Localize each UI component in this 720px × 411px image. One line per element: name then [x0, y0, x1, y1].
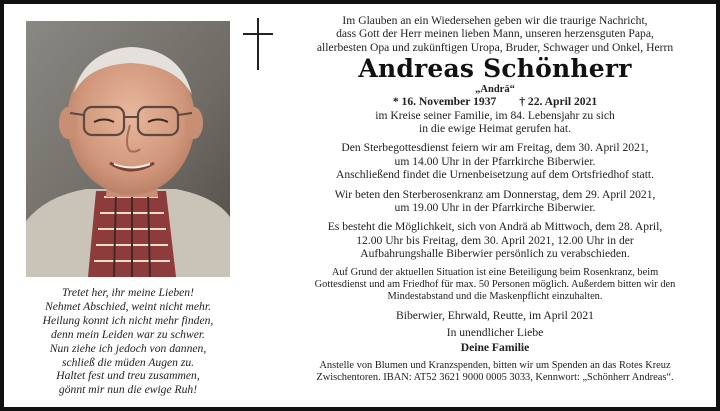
donation-line: Zwischentoren. IBAN: AT52 3621 9000 0005 3033, Kennwort: „Schönherr Andreas“.	[316, 371, 674, 383]
poem-line: Heilung konnt ich nicht mehr finden,	[42, 313, 214, 327]
notice-line: Gottesdienst und am Friedhof für max. 50 Personen möglich. Außerdem bitten wir den	[314, 278, 676, 290]
intro-line: dass Gott der Herr meinen lieben Mann, unseren herzensguten Papa,	[336, 27, 654, 41]
funeral-line: Anschließend findet die Urnenbeisetzung auf dem Ortsfriedhof statt.	[335, 168, 655, 182]
poem-line: Nehmet Abschied, weint nicht mehr.	[45, 299, 211, 313]
farewell-line: Es besteht die Möglichkeit, sich von Andrä ab Mittwoch, dem 28. April,	[327, 220, 663, 234]
donation-line: Anstelle von Blumen und Kranzspenden, bitten wir um Spenden an das Rotes Kreuz	[319, 359, 671, 371]
closing-line: In unendlicher Liebe	[446, 325, 544, 339]
funeral-info	[284, 141, 706, 181]
obituary-text	[284, 14, 706, 384]
intro-line: Im Glauben an ein Wiedersehen geben wir die traurige Nachricht,	[342, 14, 648, 27]
cross-icon	[243, 18, 273, 70]
rosary-line: um 19.00 Uhr in der Pfarrkirche Biberwier.	[394, 201, 596, 215]
poem-line: denn mein Leiden war zu schwer.	[51, 327, 205, 341]
family-text	[284, 109, 706, 136]
intro-text	[284, 14, 706, 54]
family-signature: Deine Familie	[460, 341, 530, 355]
poem-line: gönnt mir nun die ewige Ruh!	[58, 383, 198, 397]
life-dates	[284, 95, 706, 108]
intro-line: allerbesten Opa und zukünftigen Uropa, Bruder, Schwager und Onkel, Herrn	[316, 40, 674, 54]
donation-notice	[284, 360, 706, 384]
notice-line: Auf Grund der aktuellen Situation ist eine Beteiligung beim Rosenkranz, beim	[331, 266, 659, 278]
death-date: † 22. April 2021	[519, 95, 598, 109]
notice-line: Mindestabstand und die Maskenpflicht einzuhalten.	[387, 291, 603, 303]
farewell-info	[284, 220, 706, 260]
memorial-poem	[26, 286, 230, 397]
rosary-info	[284, 188, 706, 215]
poem-line: Tretet her, ihr meine Lieben!	[62, 286, 194, 299]
farewell-line: Aufbahrungshalle Biberwier persönlich zu verabschieden.	[360, 247, 630, 261]
poem-line: schließ die müden Augen zu.	[61, 355, 195, 369]
place-date: Biberwier, Ehrwald, Reutte, im April 2021	[396, 309, 594, 323]
birth-date: * 16. November 1937	[392, 95, 497, 109]
family-line: im Kreise seiner Familie, im 84. Lebensjahr zu sich	[375, 108, 615, 122]
poem-line: Haltet fest und treu zusammen,	[56, 369, 200, 383]
portrait-photo	[26, 21, 230, 277]
poem-line: Nun ziehe ich jedoch von dannen,	[49, 341, 207, 355]
funeral-line: Den Sterbegottesdienst feiern wir am Freitag, dem 30. April 2021,	[341, 141, 649, 155]
covid-notice	[284, 267, 706, 304]
funeral-line: um 14.00 Uhr in der Pfarrkirche Biberwier.	[394, 154, 596, 168]
family-line: in die ewige Heimat gerufen hat.	[419, 122, 571, 136]
deceased-name: Andreas Schönherr	[358, 54, 632, 84]
nickname: „Andrä“	[475, 84, 515, 96]
rosary-line: Wir beten den Sterberosenkranz am Donnerstag, dem 29. April 2021,	[334, 187, 656, 201]
farewell-line: 12.00 Uhr bis Freitag, dem 30. April 2021, 12.00 Uhr in der	[356, 233, 634, 247]
